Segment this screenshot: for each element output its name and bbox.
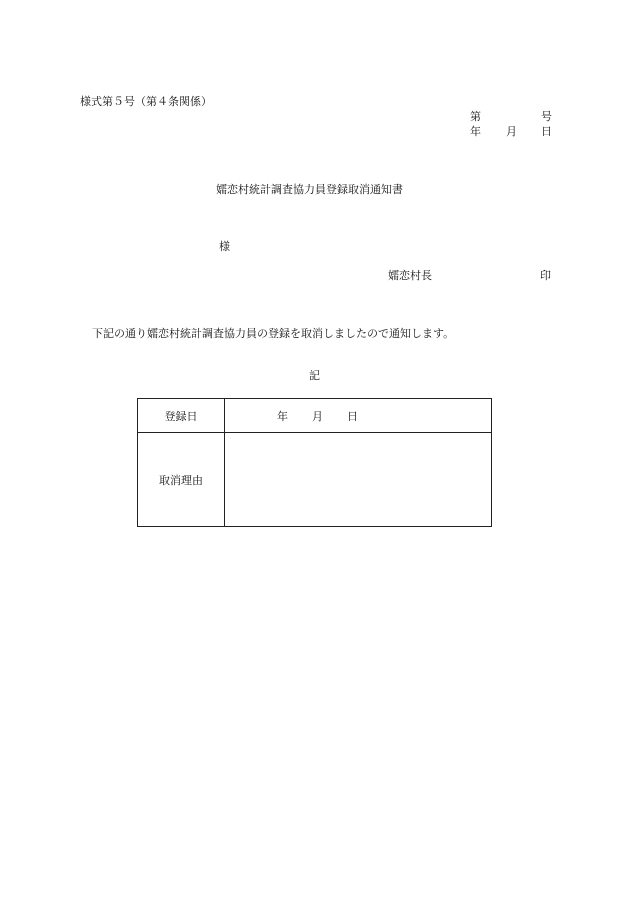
document-title: 嬬恋村統計調査協力員登録取消通知書 [216, 183, 403, 196]
table-row-registration-date [138, 399, 492, 433]
ki-heading: 記 [309, 369, 320, 382]
registration-table [137, 398, 492, 527]
form-id: 様式第５号（第４条関係） [80, 95, 212, 108]
document-number-prefix: 第 [470, 110, 481, 123]
issue-date-year: 年 [470, 125, 481, 138]
issue-date-month: 月 [506, 125, 517, 138]
registration-date-value [225, 399, 492, 433]
cancel-reason-value [225, 433, 492, 527]
registration-date-month: 月 [312, 409, 323, 423]
registration-date-label: 登録日 [138, 399, 225, 433]
addressee-suffix: 様 [219, 240, 230, 253]
issue-date-day: 日 [541, 125, 552, 138]
document-number-suffix: 号 [541, 110, 552, 123]
seal-mark: 印 [540, 269, 551, 282]
table-row-cancel-reason [138, 433, 492, 527]
registration-date-year: 年 [277, 409, 288, 423]
cancel-reason-label: 取消理由 [138, 433, 225, 527]
registration-date-day: 日 [347, 409, 358, 423]
body-text: 下記の通り嬬恋村統計調査協力員の登録を取消しましたので通知します。 [92, 327, 455, 340]
issuer-name: 嬬恋村長 [388, 269, 432, 282]
